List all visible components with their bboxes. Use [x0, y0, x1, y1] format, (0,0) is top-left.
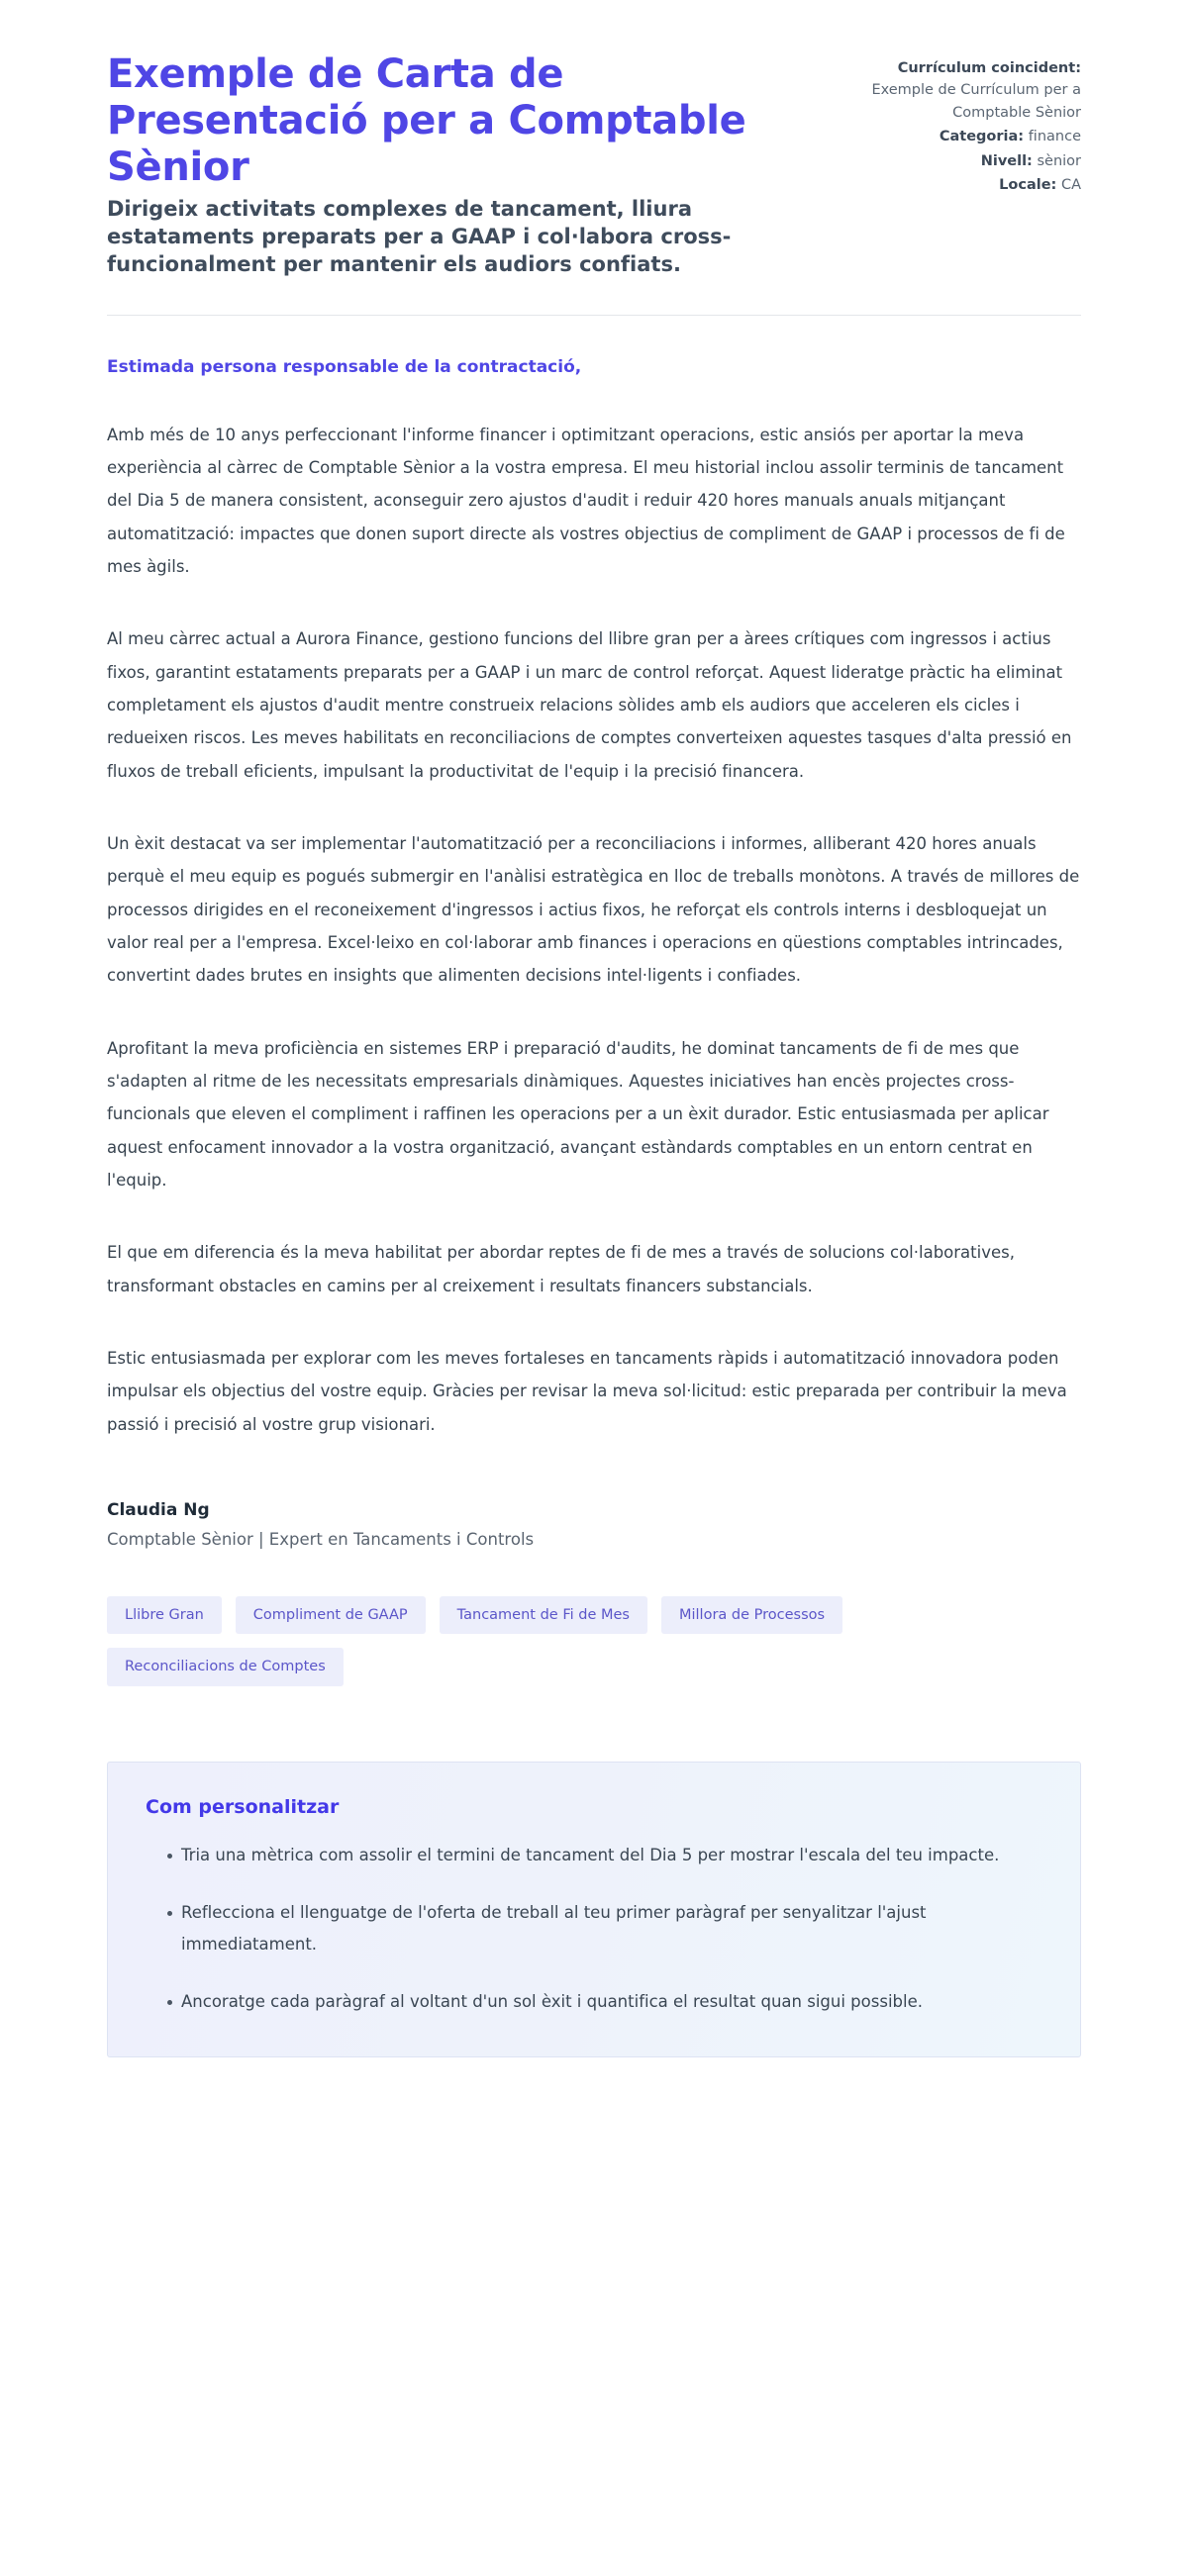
metadata-label: Categoria: — [939, 129, 1025, 145]
page-subtitle: Dirigeix activitats complexes de tancament, lliura estataments preparats per a GAAP i col·labora cross-funcionalment per mantenir els audiors confiats. — [107, 197, 732, 277]
metadata-row-matching-resume — [848, 57, 1081, 124]
letter-salutation: Estimada persona responsable de la contractació, — [107, 357, 582, 378]
skill-tag-list — [107, 1596, 978, 1686]
letter-paragraph: Aprofitant la meva proficiència en sistemes ERP i preparació d'audits, he dominat tancaments de fi de mes que s'adapten al ritme de les necessitats empresarials dinàmiques. Aquestes iniciatives han encès projectes cross-funcionals que eleven el compliment i raffinen les operacions per a un èxit durador. Estic entusiasmada per aplicar aquest enfocament innovador a la vostra organització, avançant estàndards comptables en un entorn centrat en l'equip. — [107, 1038, 1049, 1190]
skill-tag[interactable]: Compliment de GAAP — [236, 1596, 426, 1635]
callout-tip-item: Tria una mètrica com assolir el termini de tancament del Dia 5 per mostrar l'escala del teu impacte. — [167, 1840, 1042, 1871]
callout-title: Com personalitzar — [146, 1795, 340, 1818]
skill-tag[interactable]: Millora de Processos — [661, 1596, 842, 1635]
letter-paragraph: Un èxit destacat va ser implementar l'automatització per a reconciliacions i informes, alliberant 420 hores anuals perquè el meu equip es pogués submergir en l'anàlisi estratègica en lloc de treballs monòtons. A través de millores de processos dirigides en el reconeixement d'ingressos i actius fixos, he reforçat els controls interns i desbloquejat un valor real per a l'empresa. Excel·leixo en col·laborar amb finances i operacions en qüestions comptables intrincades, convertint dades brutes en insights que alimenten decisions intel·ligents i confiades. — [107, 833, 1080, 986]
metadata-label: Locale: — [999, 177, 1057, 194]
header-title-block — [107, 51, 813, 279]
metadata-value: finance — [1028, 129, 1081, 145]
letter-paragraph: Amb més de 10 anys perfeccionant l'informe financer i optimitzant operacions, estic ansiós per aportar la meva experiència al càrrec de Comptable Sènior a la vostra empresa. El meu historial inclou assolir terminis de tancament del Dia 5 de manera consistent, aconseguir zero ajustos d'audit i reduir 420 hores manuals anuals mitjançant automatització: impactes que donen suport directe als vostres objectius de compliment de GAAP i processos de fi de mes àgils. — [107, 425, 1065, 576]
signature-name: Claudia Ng — [107, 1499, 210, 1520]
metadata-row-category — [848, 126, 1081, 147]
metadata-value: sènior — [1037, 152, 1081, 169]
metadata-row-level — [848, 150, 1081, 172]
page-header — [107, 51, 1081, 279]
callout-tip-list — [146, 1840, 1042, 2019]
page-title: Exemple de Carta de Presentació per a Comptable Sènior — [107, 51, 746, 190]
skill-tag[interactable]: Llibre Gran — [107, 1596, 222, 1635]
signature-role: Comptable Sènior | Expert en Tancaments i Controls — [107, 1529, 535, 1549]
metadata-row-locale — [848, 174, 1081, 196]
metadata-value: CA — [1060, 177, 1081, 194]
callout-tip-item: Reflecciona el llenguatge de l'oferta de treball al teu primer paràgraf per senyalitzar l'ajust immediatament. — [167, 1897, 1042, 1960]
skill-tag[interactable]: Tancament de Fi de Mes — [440, 1596, 647, 1635]
letter-paragraph: El que em diferencia és la meva habilitat per abordar reptes de fi de mes a través de solucions col·laboratives, transformant obstacles en camins per al creixement i resultats financers substancials. — [107, 1243, 1015, 1295]
metadata-label: Nivell: — [980, 152, 1033, 169]
metadata-label: Currículum coincident: — [897, 60, 1081, 76]
skill-tag[interactable]: Reconciliacions de Comptes — [107, 1648, 344, 1686]
customization-callout — [107, 1762, 1081, 2057]
metadata-value: Exemple de Currículum per a Comptable Sènior — [871, 82, 1081, 121]
letter-paragraph: Al meu càrrec actual a Aurora Finance, gestiono funcions del llibre gran per a àrees crítiques com ingressos i actius fixos, garantint estataments preparats per a GAAP i un marc de control reforçat. Aquest lideratge pràctic ha eliminat completament els ajustos d'audit mentre construeix relacions sòlides amb els audiors que acceleren els cicles i redueixen riscos. Les meves habilitats en reconciliacions de comptes converteixen aquestes tasques d'alta pressió en fluxos de treball eficients, impulsant la productivitat de l'equip i la precisió financera. — [107, 629, 1072, 781]
signature-block — [107, 1500, 1081, 1549]
document-metadata — [848, 51, 1081, 199]
callout-tip-item: Ancoratge cada paràgraf al voltant d'un sol èxit i quantifica el resultat quan sigui possible. — [167, 1986, 1042, 2018]
letter-paragraph: Estic entusiasmada per explorar com les meves fortaleses en tancaments ràpids i automatització innovadora poden impulsar els objectius del vostre equip. Gràcies per revisar la meva sol·licitud: estic preparada per contribuir la meva passió i precisió al vostre grup visionari. — [107, 1348, 1067, 1434]
letter-body — [107, 316, 1081, 1441]
